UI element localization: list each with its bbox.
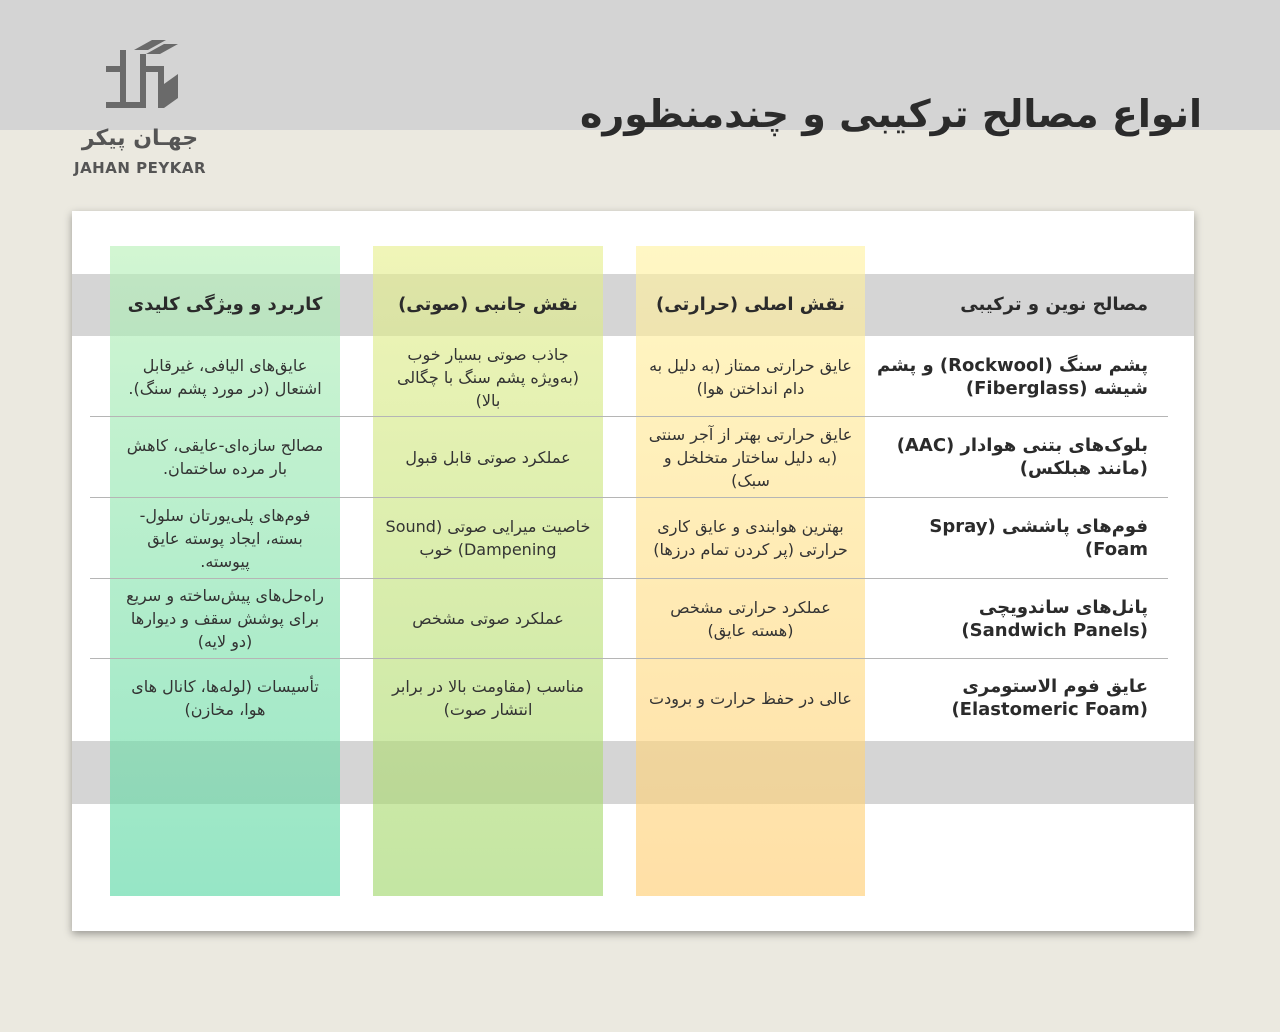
page-title: انواع مصالح ترکیبی و چندمنظوره	[579, 92, 1202, 136]
row-2-thermal: عایق حرارتی بهتر از آجر سنتی (به دلیل ساختار متخلخل و سبک)	[648, 424, 853, 490]
logo	[70, 40, 210, 190]
row-3-usage: فوم‌های پلی‌یورتان سلول-بسته، ایجاد پوسته عایق پیوسته.	[139, 505, 311, 571]
row-1-material: پشم سنگ (Rockwool) و پشم شیشه (Fiberglass)	[877, 355, 1148, 399]
row-1-acoustic: جاذب صوتی بسیار خوب (به‌ویژه پشم سنگ با چگالی بالا)	[396, 344, 580, 410]
row-4-material: پانل‌های ساندویچی (Sandwich Panels)	[961, 596, 1148, 641]
logo-mark-icon	[104, 40, 180, 112]
row-2-usage: مصالح سازه‌ای-عایقی، کاهش بار مرده ساختمان.	[126, 436, 324, 478]
row-divider	[90, 497, 1168, 498]
header-thermal-role: نقش اصلی (حرارتی)	[656, 294, 845, 316]
logo-persian-text: جهـان پیکر	[81, 126, 199, 151]
row-2-material: بلوک‌های بتنی هوادار (AAC) (مانند هبلکس)	[896, 435, 1148, 479]
row-divider	[90, 578, 1168, 579]
row-divider	[90, 416, 1168, 417]
row-1-thermal: عایق حرارتی ممتاز (به دلیل به دام انداختن هوا)	[649, 356, 852, 398]
row-5-material: عایق فوم الاستومری (Elastomeric Foam)	[951, 676, 1148, 720]
header-usage: کاربرد و ویژگی کلیدی	[127, 294, 323, 316]
row-3-material: فوم‌های پاششی (Spray Foam)	[929, 516, 1148, 560]
comparison-table-card	[72, 211, 1194, 931]
row-4-thermal: عملکرد حرارتی مشخص (هسته عایق)	[670, 597, 831, 640]
row-3-acoustic: خاصیت میرایی صوتی (Sound Dampening) خوب	[385, 517, 591, 559]
header-acoustic-role: نقش جانبی (صوتی)	[398, 294, 578, 316]
row-5-usage: تأسیسات (لوله‌ها، کانال های هوا، مخازن)	[131, 677, 319, 719]
row-3-thermal: بهترین هوابندی و عایق کاری حرارتی (پر کردن تمام درزها)	[653, 517, 848, 559]
logo-english-text: JAHAN PEYKAR	[73, 159, 206, 177]
row-2-acoustic: عملکرد صوتی قابل قبول	[405, 447, 571, 467]
row-5-acoustic: مناسب (مقاومت بالا در برابر انتشار صوت)	[392, 677, 584, 719]
row-divider	[90, 658, 1168, 659]
row-4-usage: راه‌حل‌های پیش‌ساخته و سریع برای پوشش سقف و دیوارها (دو لایه)	[126, 586, 324, 651]
row-1-usage: عایق‌های الیافی، غیرقابل اشتعال (در مورد پشم سنگ).	[128, 356, 322, 398]
header-material: مصالح نوین و ترکیبی	[960, 294, 1148, 316]
row-4-acoustic: عملکرد صوتی مشخص	[412, 609, 564, 628]
row-5-thermal: عالی در حفظ حرارت و برودت	[649, 688, 852, 708]
